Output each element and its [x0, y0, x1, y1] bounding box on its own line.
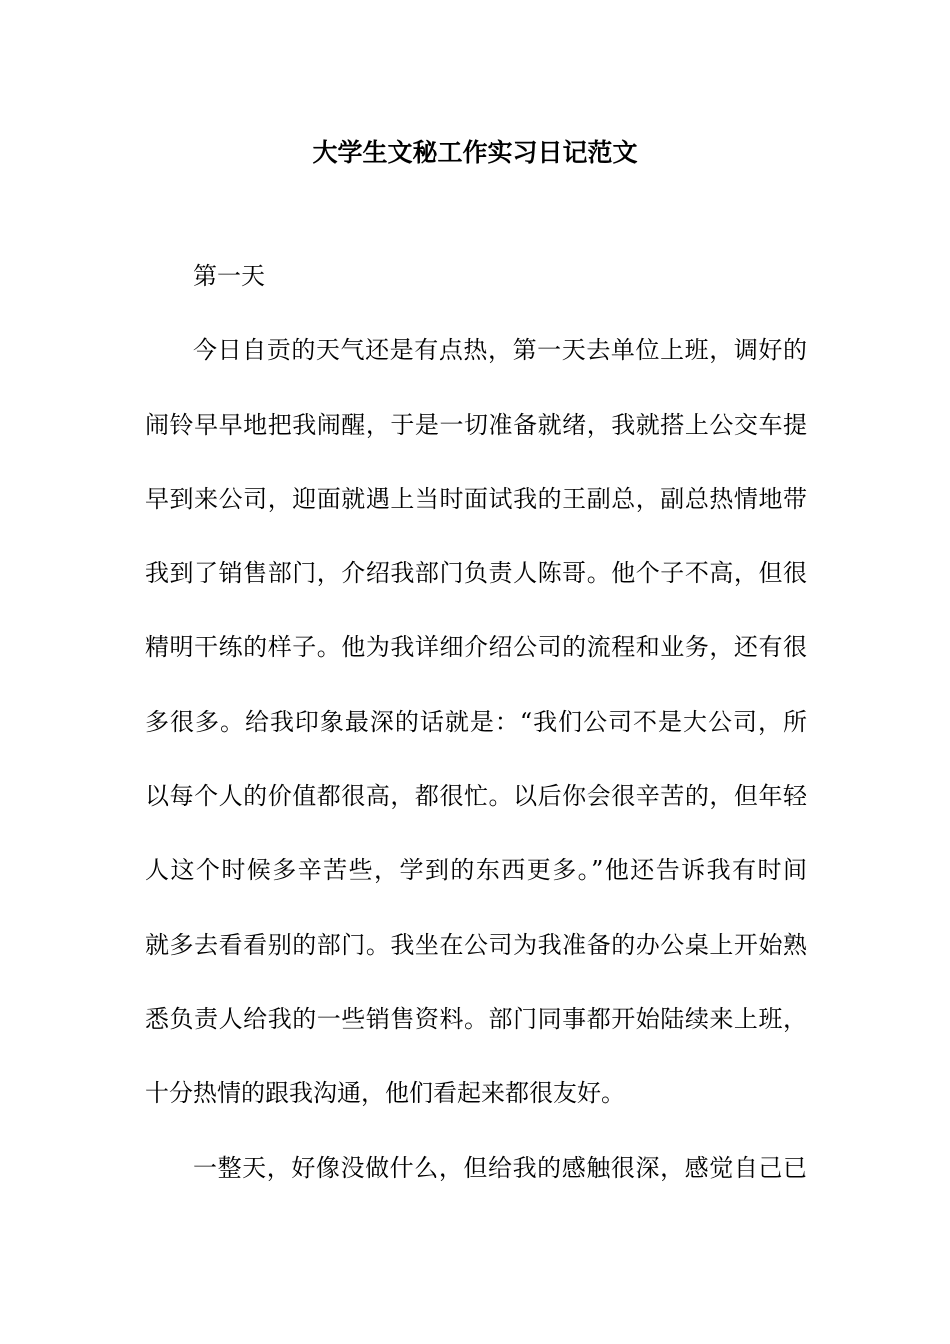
text-line: 人这个时候多辛苦些，学到的东西更多。”他还告诉我有时间: [145, 856, 807, 885]
text-line: 我到了销售部门，介绍我部门负责人陈哥。他个子不高，但很: [145, 559, 807, 588]
text-line: 一整天，好像没做什么，但给我的感触很深，感觉自己已: [193, 1153, 807, 1182]
text-line: 悉负责人给我的一些销售资料。部门同事都开始陆续来上班，: [145, 1004, 807, 1033]
text-line: 多很多。给我印象最深的话就是：“我们公司不是大公司，所: [145, 707, 807, 736]
text-line: 以每个人的价值都很高，都很忙。以后你会很辛苦的，但年轻: [145, 782, 807, 811]
document-body: [145, 253, 807, 1219]
document-title: 大学生文秘工作实习日记范文: [312, 138, 638, 167]
text-line: 精明干练的样子。他为我详细介绍公司的流程和业务，还有很: [145, 633, 807, 662]
text-line: 就多去看看别的部门。我坐在公司为我准备的办公桌上开始熟: [145, 930, 807, 959]
text-line: 今日自贡的天气还是有点热，第一天去单位上班，调好的: [193, 336, 807, 365]
text-line: 闹铃早早地把我闹醒，于是一切准备就绪，我就搭上公交车提: [145, 410, 807, 439]
text-line: 十分热情的跟我沟通，他们看起来都很友好。: [145, 1079, 625, 1108]
text-line: 早到来公司，迎面就遇上当时面试我的王副总，副总热情地带: [145, 484, 807, 513]
text-line: 第一天: [193, 262, 265, 290]
